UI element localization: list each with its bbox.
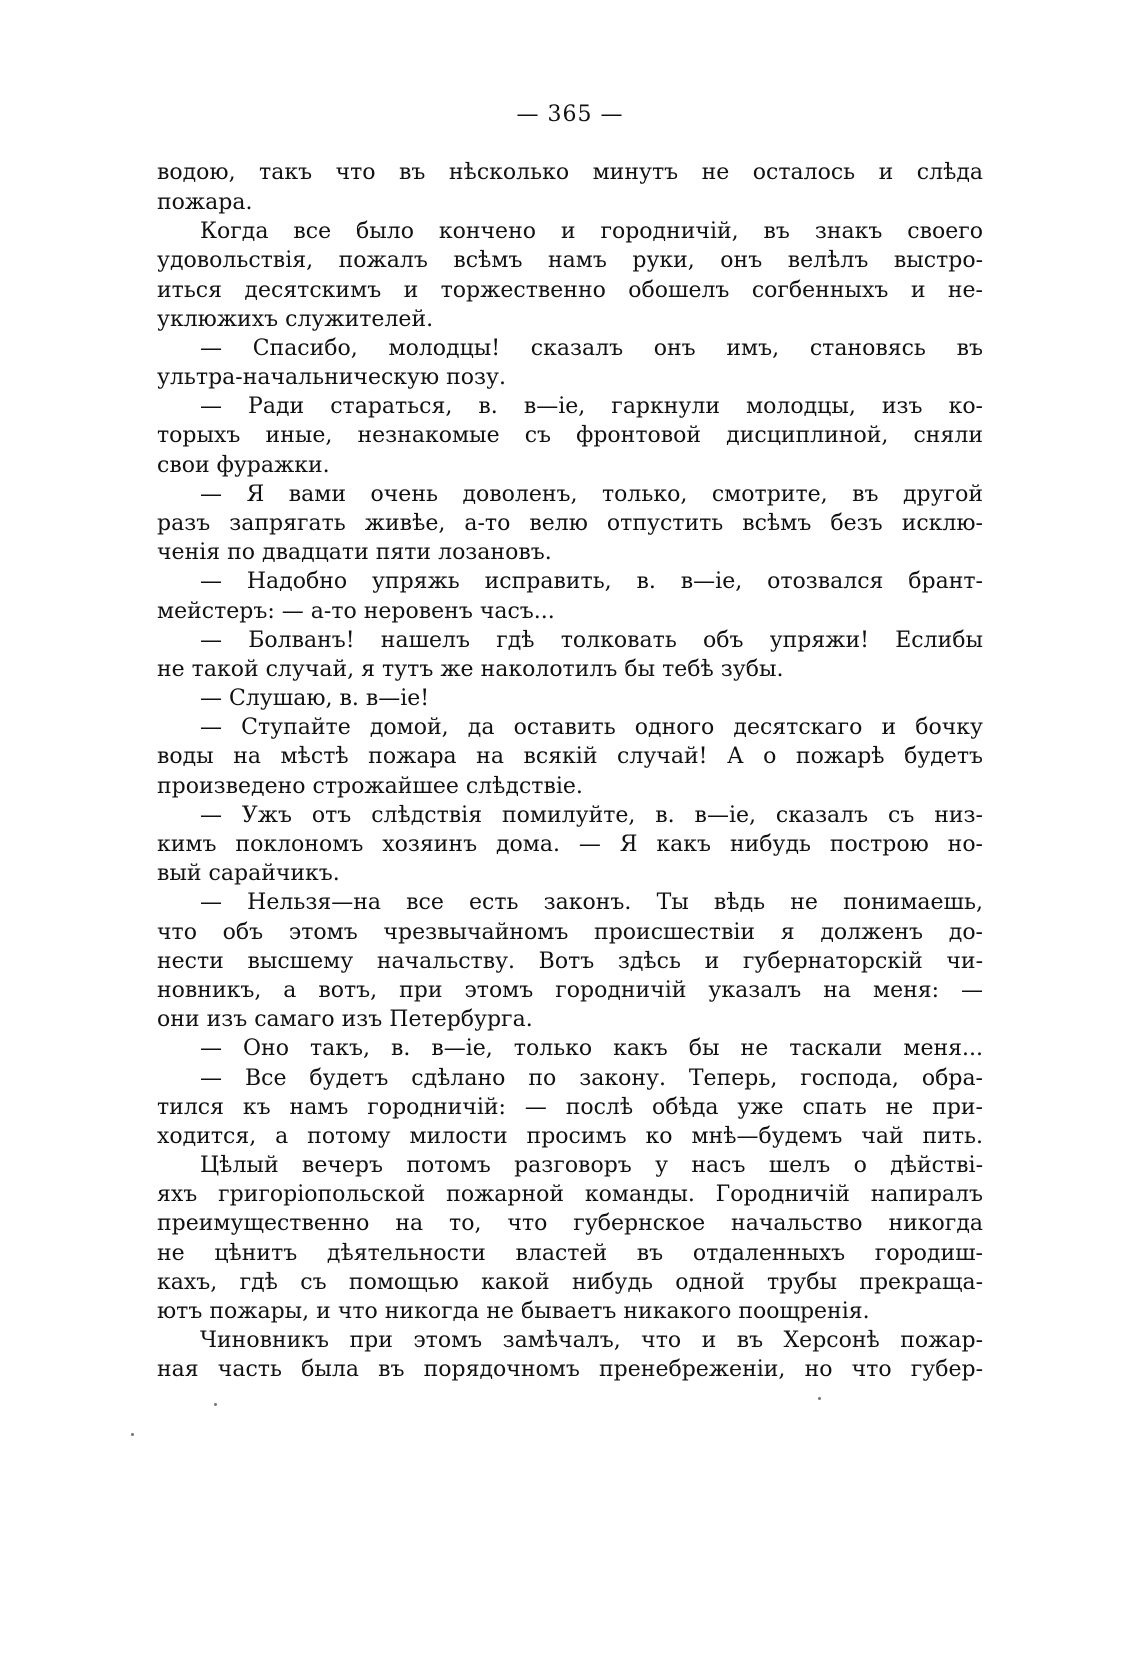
text-line: — Спасибо, молодцы! сказалъ онъ имъ, становясь въ	[200, 336, 983, 361]
text-line: что объ этомъ чрезвычайномъ происшествіи я долженъ до-	[157, 920, 983, 945]
text-line: Цѣлый вечеръ потомъ разговоръ у насъ шелъ о дѣйстві-	[200, 1153, 983, 1178]
text-line: — Нельзя—на все есть законъ. Ты вѣдь не понимаешь,	[200, 890, 983, 915]
text-line: они изъ самаго изъ Петербурга.	[157, 1007, 533, 1032]
text-line: ультра-начальническую позу.	[157, 365, 506, 390]
text-line: удовольствія, пожалъ всѣмъ намъ руки, онъ велѣлъ выстро-	[157, 248, 983, 273]
text-line: кимъ поклономъ хозяинъ дома. — Я какъ нибудь построю но-	[157, 832, 983, 857]
text-line: ходится, а потому милости просимъ ко мнѣ—будемъ чай пить.	[157, 1124, 983, 1149]
text-line: — Все будетъ сдѣлано по закону. Теперь, господа, обра-	[200, 1066, 983, 1091]
text-line: не цѣнитъ дѣятельности властей въ отдаленныхъ городиш-	[157, 1241, 983, 1266]
text-line: кахъ, гдѣ съ помощью какой нибудь одной трубы прекраща-	[157, 1270, 983, 1295]
text-line: — Болванъ! нашелъ гдѣ толковать объ упряжи! Еслибы	[200, 628, 983, 653]
text-line: — Надобно упряжь исправить, в. в—іе, отозвался брант-	[200, 569, 983, 594]
text-line: — Слушаю, в. в—іе!	[200, 686, 430, 711]
paper-speck	[131, 1433, 134, 1436]
text-line: торыхъ иные, незнакомые съ фронтовой дисциплиной, сняли	[157, 423, 983, 448]
text-line: яхъ григоріопольской пожарной команды. Городничій напиралъ	[157, 1182, 983, 1207]
page-number: — 365 —	[516, 102, 624, 127]
text-line: Когда все было кончено и городничій, въ знакъ своего	[200, 219, 983, 244]
text-line: водою, такъ что въ нѣсколько минутъ не осталось и слѣда	[157, 160, 983, 185]
text-line: новникъ, а вотъ, при этомъ городничій указалъ на меня: —	[157, 978, 983, 1003]
text-line: преимущественно на то, что губернское начальство никогда	[157, 1211, 983, 1236]
paper-speck	[818, 1397, 821, 1400]
text-line: воды на мѣстѣ пожара на всякій случай! А о пожарѣ будетъ	[157, 744, 983, 769]
text-line: — Ради стараться, в. в—іе, гаркнули молодцы, изъ ко-	[200, 394, 983, 419]
text-line: не такой случай, я тутъ же наколотилъ бы тебѣ зубы.	[157, 657, 784, 682]
text-line: иться десятскимъ и торжественно обошелъ согбенныхъ и не-	[157, 278, 983, 303]
text-line: — Ужъ отъ слѣдствія помилуйте, в. в—іе, сказалъ съ низ-	[200, 803, 983, 828]
text-line: свои фуражки.	[157, 453, 330, 478]
text-line: уклюжихъ служителей.	[157, 307, 434, 332]
text-line: ченія по двадцати пяти лозановъ.	[157, 540, 552, 565]
text-line: вый сарайчикъ.	[157, 861, 340, 886]
text-line: пожара.	[157, 190, 253, 215]
text-line: — Оно такъ, в. в—іе, только какъ бы не таскали меня...	[200, 1036, 983, 1061]
text-line: мейстеръ: — а-то неровенъ часъ...	[157, 599, 555, 624]
text-line: тился къ намъ городничій: — послѣ обѣда уже спать не при-	[157, 1095, 983, 1120]
text-line: разъ запрягать живѣе, а-то велю отпустить всѣмъ безъ исклю-	[157, 511, 983, 536]
text-line: — Ступайте домой, да оставить одного десятскаго и бочку	[200, 715, 983, 740]
text-line: — Я вами очень доволенъ, только, смотрите, въ другой	[200, 482, 983, 507]
text-line: нести высшему начальству. Вотъ здѣсь и губернаторскій чи-	[157, 949, 983, 974]
text-line: Чиновникъ при этомъ замѣчалъ, что и въ Херсонѣ пожар-	[200, 1328, 983, 1353]
text-line: произведено строжайшее слѣдствіе.	[157, 774, 583, 799]
paper-speck	[214, 1403, 217, 1406]
text-line: ная часть была въ порядочномъ пренебреженіи, но что губер-	[157, 1357, 983, 1382]
text-line: ютъ пожары, и что никогда не бываетъ никакого поощренія.	[157, 1299, 870, 1324]
